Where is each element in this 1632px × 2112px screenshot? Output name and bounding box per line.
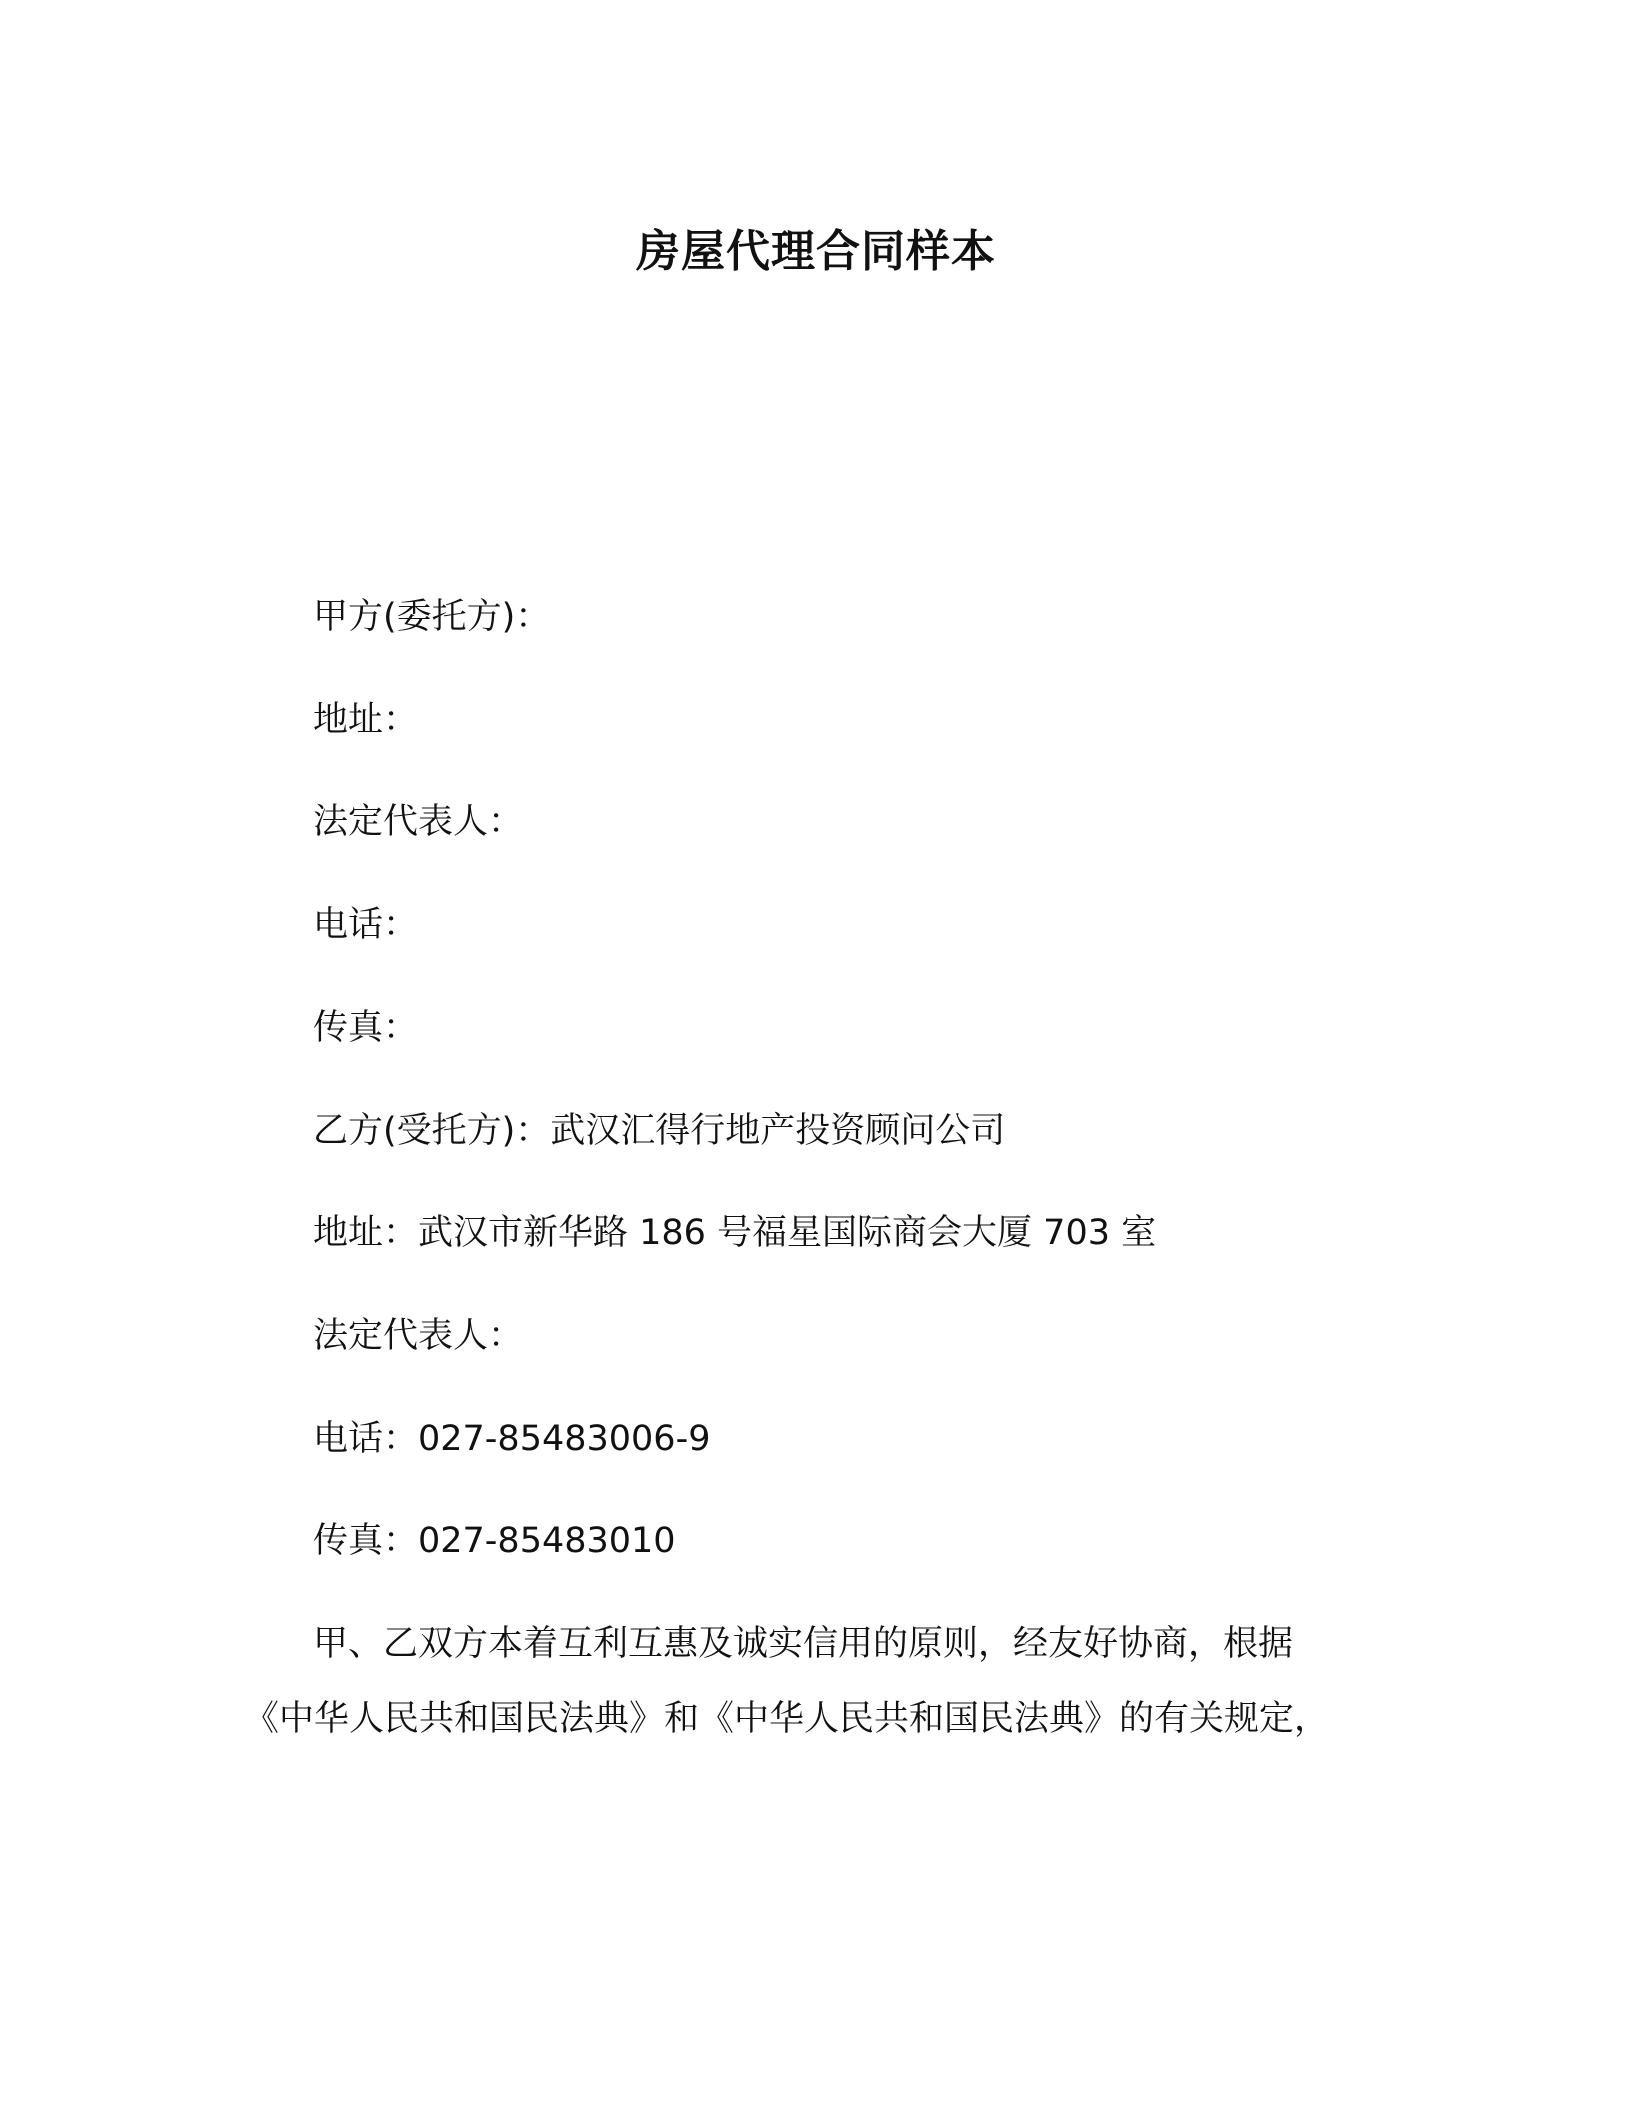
party-a-label: 甲方(委托方)： — [313, 597, 551, 637]
document-title: 房屋代理合同样本 — [636, 226, 996, 277]
paragraph-line-1: 甲、乙双方本着互利互惠及诚实信用的原则，经友好协商，根据 — [313, 1624, 1294, 1664]
party-a-address: 地址： — [313, 700, 419, 740]
party-b-address: 地址：武汉市新华路 186 号福星国际商会大厦 703 室 — [313, 1213, 1157, 1253]
party-b-phone: 电话：027-85483006-9 — [313, 1419, 711, 1459]
party-b-label: 乙方(受托方)：武汉汇得行地产投资顾问公司 — [313, 1111, 1006, 1151]
party-a-phone: 电话： — [313, 905, 419, 945]
paragraph-line-2: 《中华人民共和国民法典》和《中华人民共和国民法典》的有关规定， — [244, 1699, 1330, 1739]
party-b-legal-representative: 法定代表人： — [313, 1316, 524, 1356]
party-a-legal-representative: 法定代表人： — [313, 802, 524, 842]
party-a-fax: 传真： — [313, 1008, 419, 1048]
party-b-fax: 传真：027-85483010 — [313, 1521, 676, 1561]
